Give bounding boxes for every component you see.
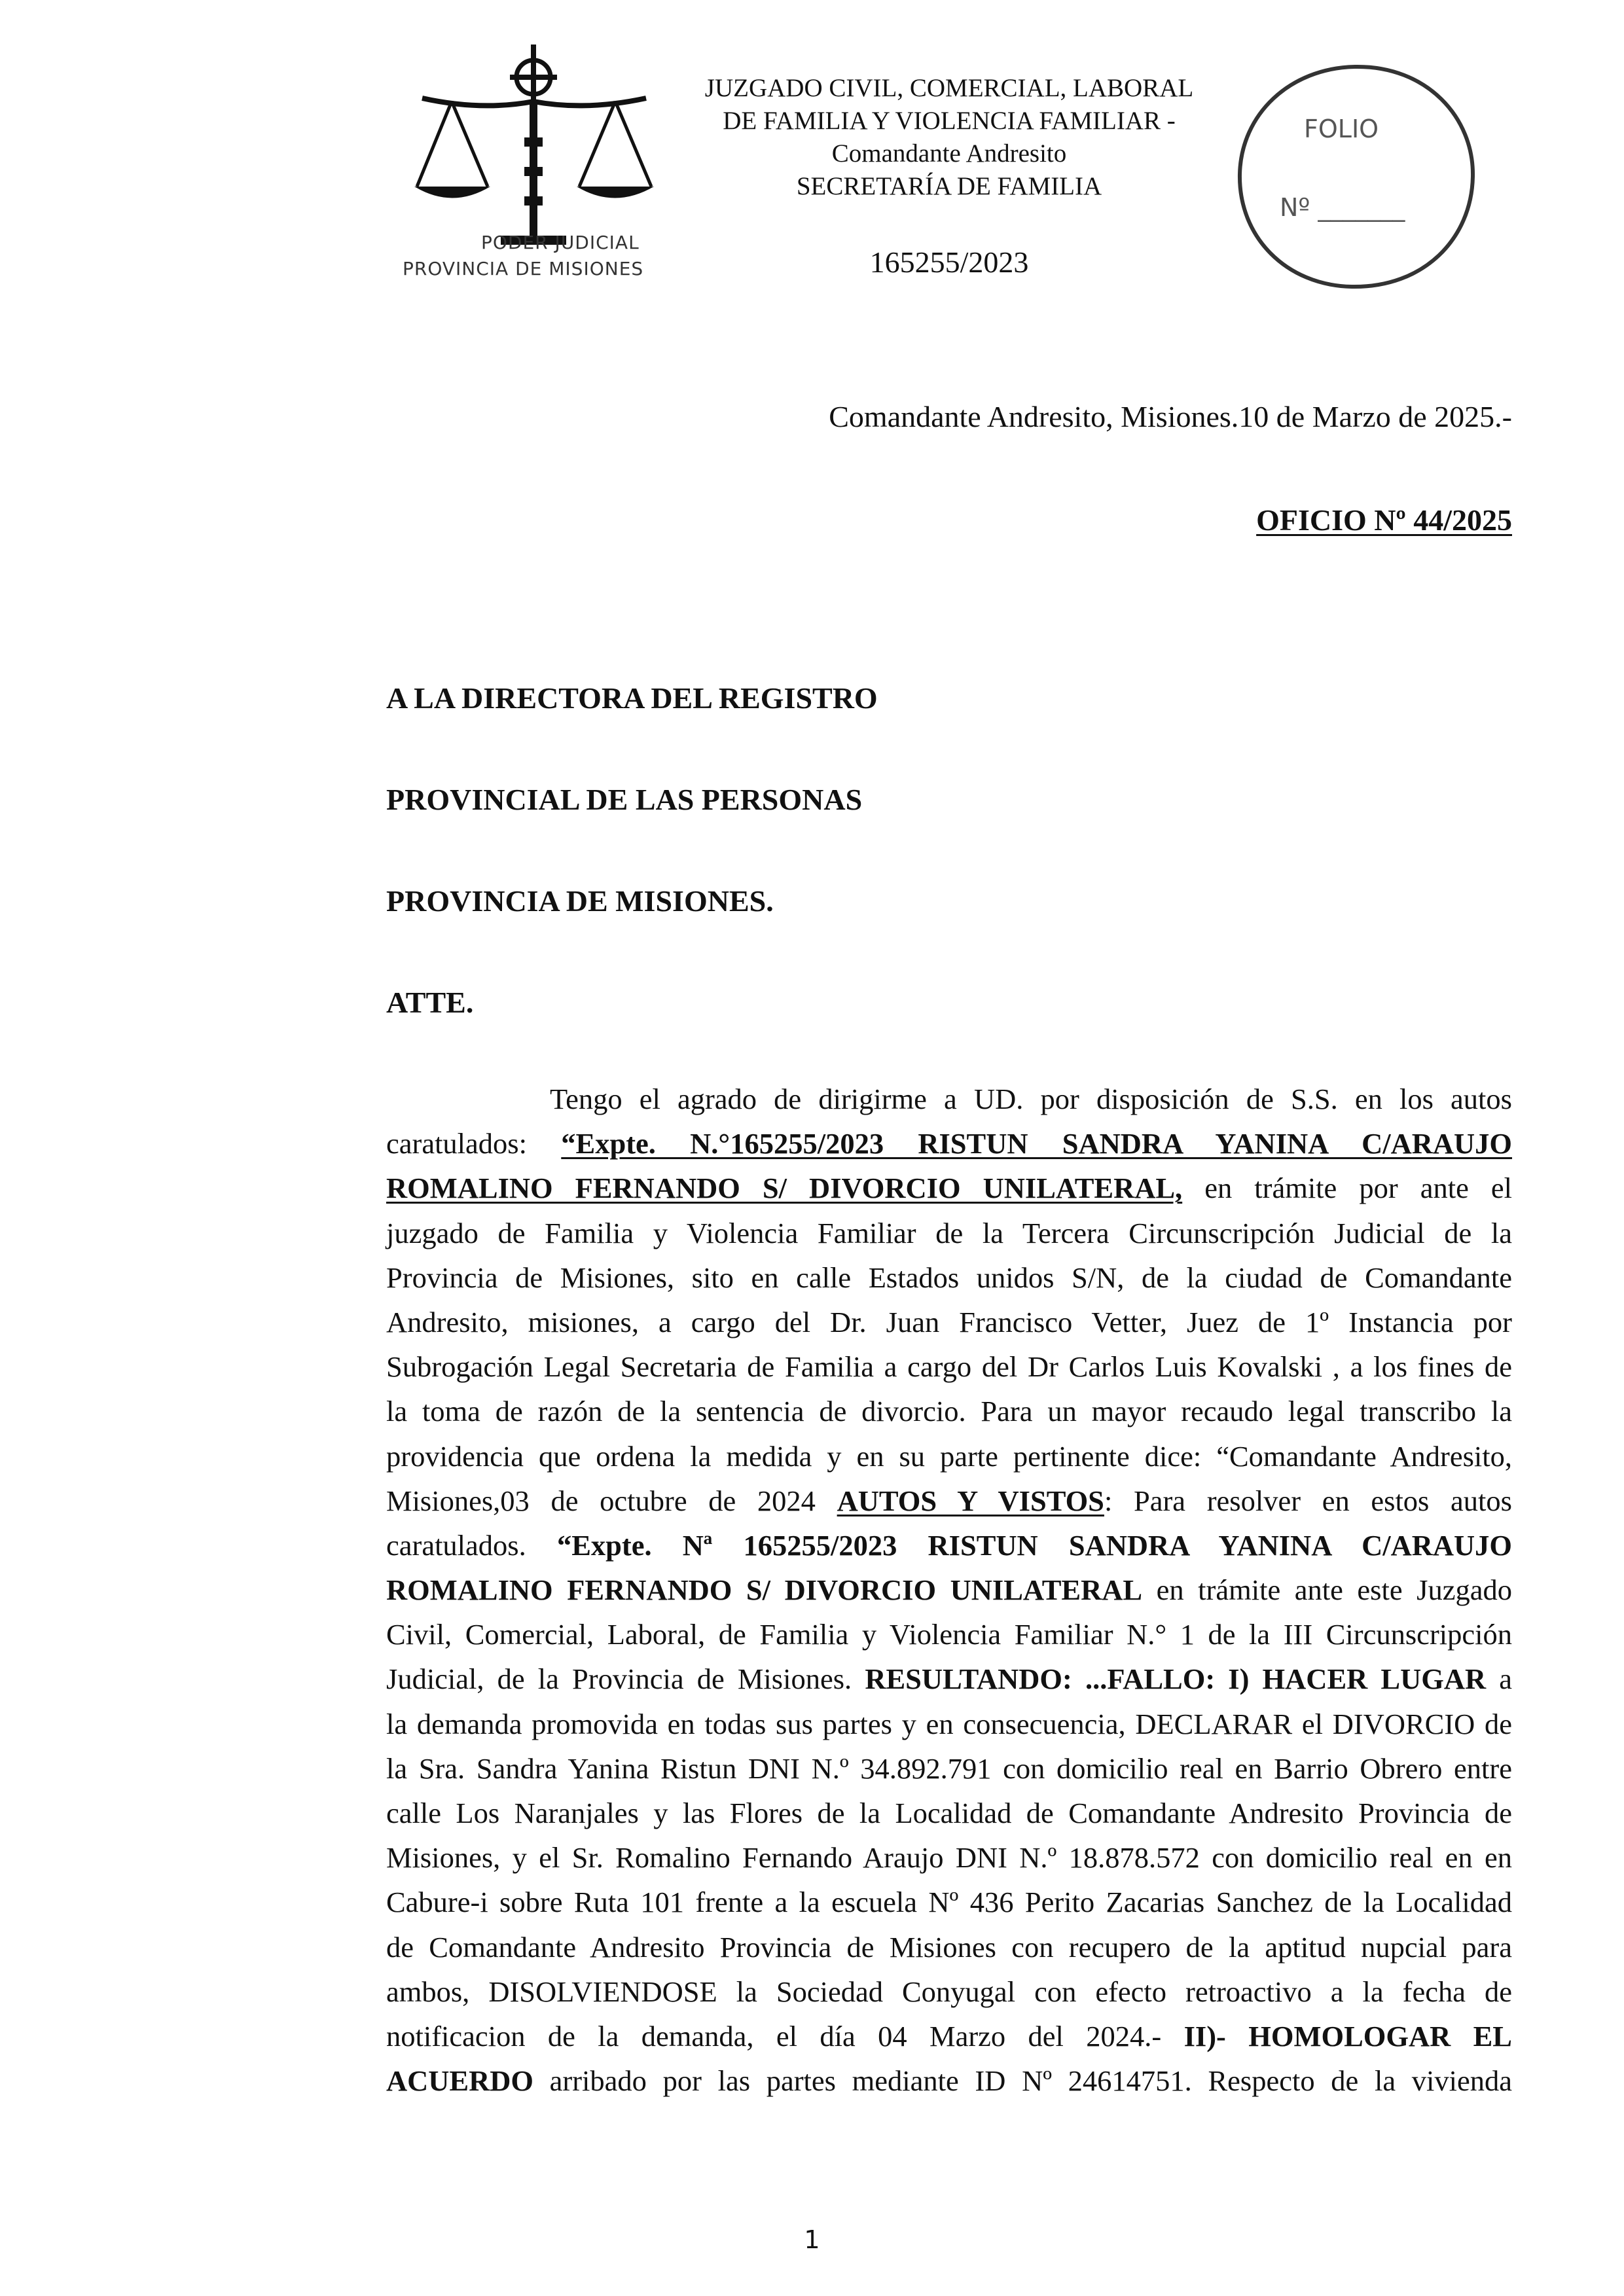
body-text: : Para resolver en estos autos [1104, 1484, 1512, 1517]
body-text: arribado por las partes mediante ID Nº 24614751. Respecto de la vivienda [533, 2064, 1512, 2098]
body-line: providencia que ordena la medida y en su parte pertinente dice: “Comandante Andresito, [386, 1439, 1512, 1473]
body-line [386, 1121, 1512, 1166]
case-caption: “Expte. Nª 165255/2023 RISTUN SANDRA YANINA C/ARAUJO [556, 1528, 1512, 1562]
case-caption: ROMALINO FERNANDO S/ DIVORCIO UNILATERAL [386, 1573, 1143, 1607]
body-line [386, 1479, 1512, 1523]
case-number: 165255/2023 [869, 245, 1029, 279]
body-line: calle Los Naranjales y las Flores de la Localidad de Comandante Andresito Provincia de [386, 1797, 1512, 1829]
court-name-block [655, 72, 1244, 203]
oficio-number [386, 503, 1512, 537]
body-line: Andresito, misiones, a cargo del Dr. Juan Francisco Vetter, Juez de 1º Instancia por [386, 1305, 1512, 1338]
oficio-text: OFICIO Nº 44/2025 [1256, 503, 1512, 537]
logo-line-1: PODER JUDICIAL [481, 232, 640, 253]
ruling-heading: II)- HOMOLOGAR EL [1183, 2019, 1512, 2053]
body-line: Provincia de Misiones, sito en calle Estados unidos S/N, de la ciudad de Comandante [386, 1261, 1512, 1294]
court-line-2: DE FAMILIA Y VIOLENCIA FAMILIAR - [723, 107, 1176, 135]
autos-y-vistos: AUTOS Y VISTOS [837, 1484, 1104, 1517]
body-text: en trámite ante este Juzgado [1142, 1573, 1512, 1607]
body-line [386, 1568, 1512, 1612]
scales-of-justice-icon [403, 39, 677, 288]
court-line-1: JUZGADO CIVIL, COMERCIAL, LABORAL [704, 74, 1194, 102]
body-line: Tengo el agrado de dirigirme a UD. por disposición de S.S. en los autos [550, 1083, 1512, 1115]
body-text: notificacion de la demanda, el día 04 Marzo del 2024.- [386, 2019, 1184, 2053]
body-line: la demanda promovida en todas sus partes y en consecuencia, DECLARAR el DIVORCIO de [386, 1707, 1512, 1740]
body-line [386, 2014, 1512, 2058]
body-line: Civil, Comercial, Laboral, de Familia y Violencia Familiar N.° 1 de la III Circunscripción [386, 1618, 1512, 1651]
folio-stamp [1231, 59, 1479, 295]
addressee-line-3: PROVINCIA DE MISIONES. [386, 884, 774, 918]
body-text: caratulados. [386, 1528, 557, 1562]
date-line: Comandante Andresito, Misiones.10 de Marzo de 2025.- [829, 400, 1512, 433]
judicial-power-logo [403, 39, 677, 288]
body-line [386, 1523, 1512, 1568]
body-text: Judicial, de la Provincia de Misiones. [386, 1662, 865, 1696]
ruling-heading: ACUERDO [386, 2064, 533, 2098]
body-line: la toma de razón de la sentencia de divorcio. Para un mayor recaudo legal transcribo la [386, 1395, 1512, 1428]
body-line: Subrogación Legal Secretaria de Familia a cargo del Dr Carlos Luis Kovalski , a los fines de [386, 1350, 1512, 1384]
page-number: 1 [804, 2225, 820, 2254]
body-line [386, 2058, 1512, 2103]
body-line [386, 1166, 1512, 1210]
addressee-line-1: A LA DIRECTORA DEL REGISTRO [386, 681, 878, 715]
folio-label: FOLIO [1304, 115, 1379, 143]
addressee-line-2: PROVINCIAL DE LAS PERSONAS [386, 783, 863, 816]
body-line: Cabure-i sobre Ruta 101 frente a la escuela Nº 436 Perito Zacarias Sanchez de la Localidad [386, 1886, 1512, 1919]
court-line-4: SECRETARÍA DE FAMILIA [796, 172, 1102, 200]
attention-line: ATTE. [386, 986, 474, 1019]
case-caption: “Expte. N.°165255/2023 RISTUN SANDRA YANINA C/ARAUJO [561, 1127, 1513, 1160]
ruling-heading: RESULTANDO: ...FALLO: I) HACER LUGAR [865, 1662, 1487, 1696]
body-text: en trámite por ante el [1182, 1172, 1512, 1205]
letter-body [386, 1077, 1512, 2103]
body-text: a [1486, 1662, 1512, 1696]
logo-line-2: PROVINCIA DE MISIONES [403, 258, 644, 279]
body-line: de Comandante Andresito Provincia de Misiones con recupero de la aptitud nupcial para [386, 1930, 1512, 1964]
body-line: juzgado de Familia y Violencia Familiar de la Tercera Circunscripción Judicial de la [386, 1216, 1512, 1249]
body-line [386, 1657, 1512, 1701]
folio-number-label: Nº _______ [1280, 193, 1405, 222]
body-text: Misiones,03 de octubre de 2024 [386, 1484, 837, 1517]
body-line: Misiones, y el Sr. Romalino Fernando Araujo DNI N.º 18.878.572 con domicilio real en en [386, 1841, 1512, 1874]
court-line-3: Comandante Andresito [831, 139, 1067, 168]
body-text: caratulados: [386, 1127, 562, 1160]
case-caption: ROMALINO FERNANDO S/ DIVORCIO UNILATERAL, [386, 1172, 1183, 1205]
body-line: ambos, DISOLVIENDOSE la Sociedad Conyugal con efecto retroactivo a la fecha de [386, 1975, 1512, 2008]
body-line: la Sra. Sandra Yanina Ristun DNI N.º 34.892.791 con domicilio real en Barrio Obrero entre [386, 1751, 1512, 1785]
